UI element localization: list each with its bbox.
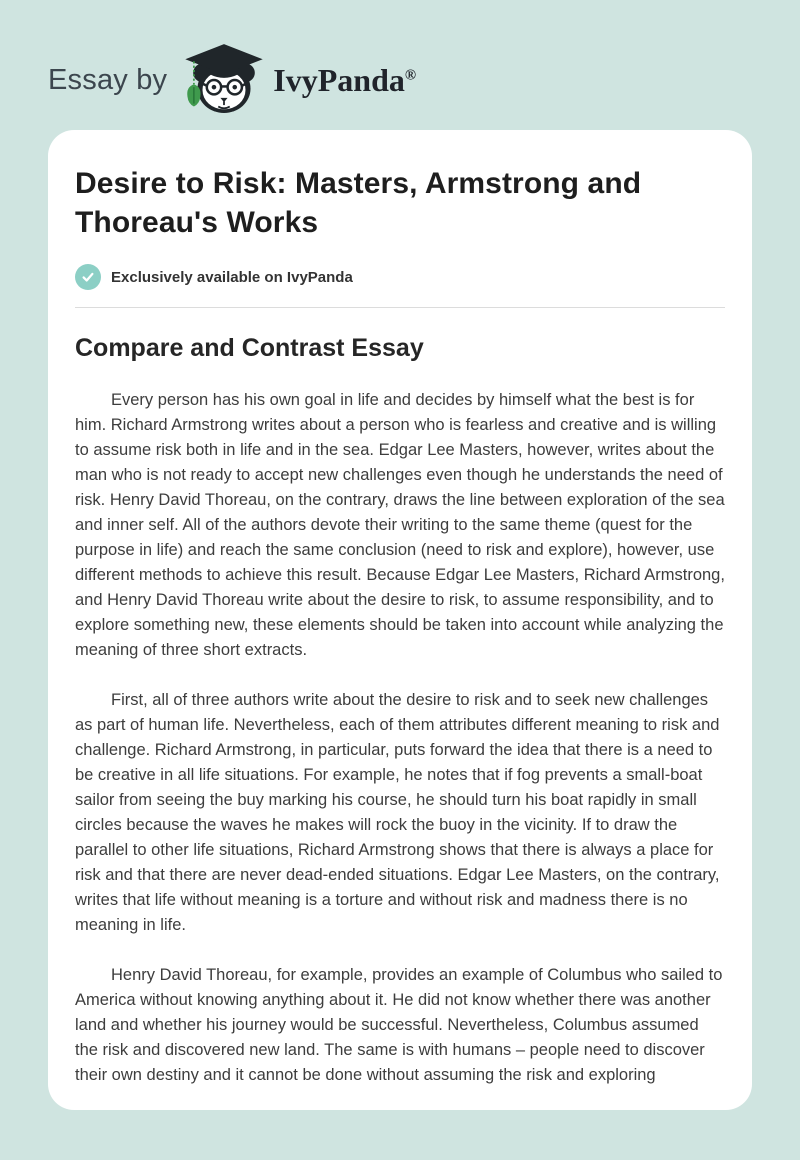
ivypanda-logo [181,41,416,119]
registered-mark: ® [404,66,417,83]
essay-by-label: Essay by [48,63,168,96]
check-icon [75,264,101,290]
brand-name: IvyPanda® [273,61,417,98]
essay-paragraph: Henry David Thoreau, for example, provides an example of Columbus who sailed to America without knowing anything about it. He did not know whether there was another land and whether his journey would be successful. Nevertheless, Columbus assumed the risk and discovered new land. The same is with humans – people need to discover their own destiny and it cannot be done without assuming the risk and exploring [75,966,723,1084]
availability-label: Exclusively available on IvyPanda [111,268,353,286]
essay-paragraph: Every person has his own goal in life and decides by himself what the best is for him. Richard Armstrong writes about a person who is fearless and creative and is willing to assume risk both in life and in the sea. Edgar Lee Masters, however, writes about the man who is not ready to accept new challenges even though he understands the need of risk. Henry David Thoreau, on the contrary, draws the line between exploration of the sea and inner self. All of the authors devote their writing to the same theme (quest for the purpose in life) and reach the same conclusion (need to risk and explore), however, use different methods to achieve this result. Because Edgar Lee Masters, Richard Armstrong, and Henry David Thoreau write about the desire to risk, to assume responsibility, and to explore something new, these elements should be taken into account while analyzing the meaning of three short extracts. [75,391,725,659]
essay-body [75,388,725,1088]
essay-card [48,130,752,1110]
availability-badge [75,264,725,290]
essay-paragraph: First, all of three authors write about the desire to risk and to seek new challenges as part of human life. Nevertheless, each of them attributes different meaning to risk and challenge. Richard Armstrong, in particular, puts forward the idea that there is a need to be creative in all life situations. For example, he notes that if fog prevents a small-boat sailor from seeing the buy marking his course, he should turn his boat rapidly in small circles because the waves he makes will rock the buoy in the vicinity. If to draw the parallel to other life situations, Richard Armstrong shows that there is always a place for risk and that there are never dead-ended situations. Edgar Lee Masters, on the contrary, writes that life without meaning is a torture and without risk and madness there is no meaning in life. [75,691,720,934]
page-header [0,0,800,124]
essay-title: Desire to Risk: Masters, Armstrong and Thoreau's Works [75,167,642,239]
panda-graduate-icon [181,41,267,119]
section-heading: Compare and Contrast Essay [75,334,424,362]
divider [75,307,725,308]
